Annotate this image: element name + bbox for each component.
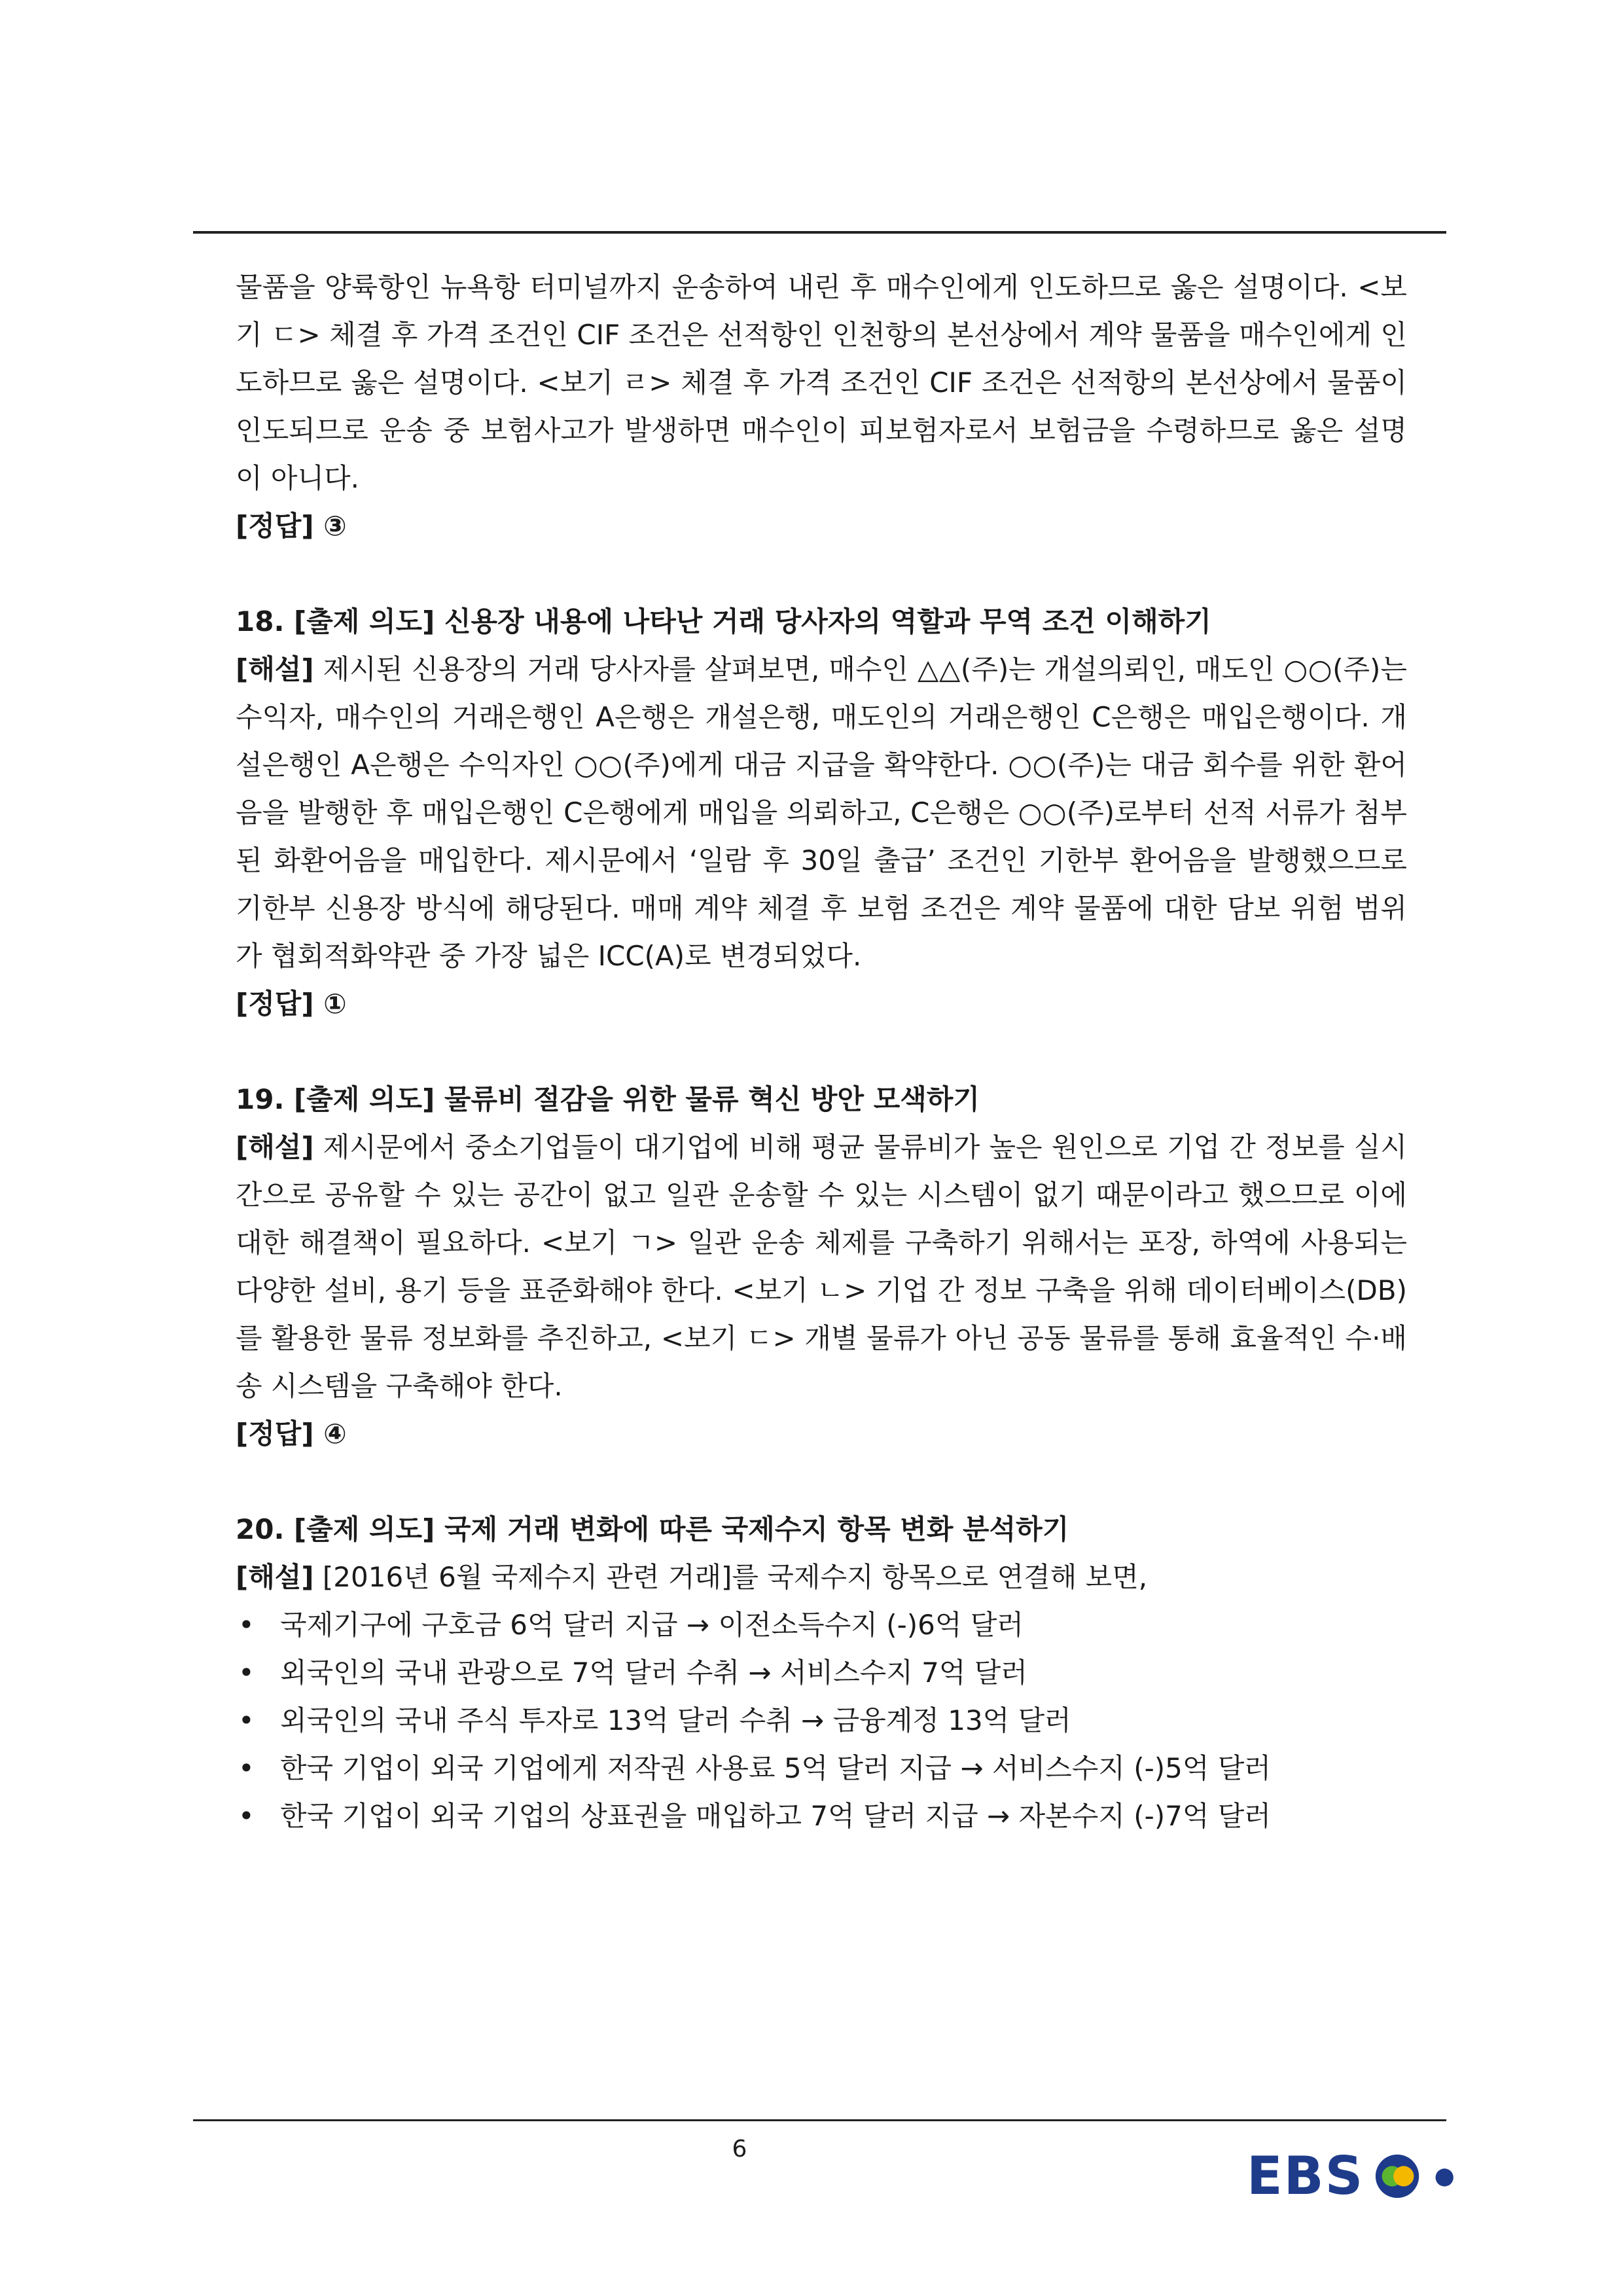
page-content [236, 263, 1407, 1840]
section-heading: 18. [출제 의도] 신용장 내용에 나타난 거래 당사자의 역할과 무역 조건 이해하기 [236, 605, 1211, 637]
logo-text: EBS [1247, 2145, 1364, 2206]
section-explanation [236, 1553, 1407, 1601]
list-item: • 외국인의 국내 관광으로 7억 달러 수취 → 서비스수지 7억 달러 [236, 1649, 1407, 1696]
section-heading: 19. [출제 의도] 물류비 절감을 위한 물류 혁신 방안 모색하기 [236, 1083, 980, 1115]
section-20 [236, 1505, 1407, 1840]
ebs-logo-mark-icon [1373, 2150, 1456, 2202]
explanation-label: [해설] [236, 1131, 314, 1163]
explanation-body: 제시된 신용장의 거래 당사자를 살펴보면, 매수인 △△(주)는 개설의뢰인, 매도인 ○○(주)는 수익자, 매수인의 거래은행인 A은행은 개설은행, 매도인의 거래은행인 C은행은 매입은행이다. 개설은행인 A은행은 수익자인 ○○(주)에게 대금 지급을 확약한다. ○○(주)는 대금 회수를 위한 환어음을 발행한 후 매입은행인 C은행에게 매입을 의뢰하고, C은행은 ○○(주)로부터 선적 서류가 첨부된 화환어음을 매입한다. 제시문에서 ‘일람 후 30일 출급’ 조건인 기한부 환어음을 발행했으므로 기한부 신용장 방식에 해당된다. 매매 계약 체결 후 보험 조건은 계약 물품에 대한 담보 위험 범위가 협회적화약관 중 가장 넓은 ICC(A)로 변경되었다. [236, 653, 1407, 972]
footer-rule [193, 2119, 1446, 2121]
page-number: 6 [732, 2136, 747, 2162]
explanation-body: [2016년 6월 국제수지 관련 거래]를 국제수지 항목으로 연결해 보면, [313, 1561, 1148, 1593]
section-19 [236, 1075, 1407, 1458]
ebs-logo [1247, 2140, 1456, 2212]
section-explanation [236, 1123, 1407, 1410]
explanation-body: 제시문에서 중소기업들이 대기업에 비해 평균 물류비가 높은 원인으로 기업 간 정보를 실시간으로 공유할 수 있는 공간이 없고 일관 운송할 수 있는 시스템이 없기 때문이라고 했으므로 이에 대한 해결책이 필요하다. <보기 ㄱ> 일관 운송 체제를 구축하기 위해서는 포장, 하역에 사용되는 다양한 설비, 용기 등을 표준화해야 한다. <보기 ㄴ> 기업 간 정보 구축을 위해 데이터베이스(DB)를 활용한 물류 정보화를 추진하고, <보기 ㄷ> 개별 물류가 아닌 공동 물류를 통해 효율적인 수·배송 시스템을 구축해야 한다. [236, 1131, 1407, 1402]
section-heading: 20. [출제 의도] 국제 거래 변화에 따른 국제수지 항목 변화 분석하기 [236, 1513, 1069, 1545]
explanation-label: [해설] [236, 653, 314, 685]
list-item: • 한국 기업이 외국 기업에게 저작권 사용료 5억 달러 지급 → 서비스수지 (-)5억 달러 [236, 1744, 1407, 1792]
intro-answer: [정답] ③ [236, 510, 347, 542]
section-18 [236, 598, 1407, 1028]
section-explanation [236, 645, 1407, 980]
list-item: • 국제기구에 구호금 6억 달러 지급 → 이전소득수지 (-)6억 달러 [236, 1601, 1407, 1649]
intro-paragraph: 물품을 양륙항인 뉴욕항 터미널까지 운송하여 내린 후 매수인에게 인도하므로 옳은 설명이다. <보기 ㄷ> 체결 후 가격 조건인 CIF 조건은 선적항인 인천항의 본선상에서 계약 물품을 매수인에게 인도하므로 옳은 설명이다. <보기 ㄹ> 체결 후 가격 조건인 CIF 조건은 선적항의 본선상에서 물품이 인도되므로 운송 중 보험사고가 발생하면 매수인이 피보험자로서 보험금을 수령하므로 옳은 설명이 아니다. [236, 271, 1407, 494]
list-item: • 한국 기업이 외국 기업의 상표권을 매입하고 7억 달러 지급 → 자본수지 (-)7억 달러 [236, 1792, 1407, 1840]
section-answer: [정답] ④ [236, 1418, 347, 1450]
header-rule [193, 231, 1446, 234]
list-item: • 외국인의 국내 주식 투자로 13억 달러 수취 → 금융계정 13억 달러 [236, 1696, 1407, 1744]
balance-of-payments-list [236, 1601, 1407, 1840]
explanation-label: [해설] [236, 1561, 314, 1593]
section-answer: [정답] ① [236, 988, 347, 1020]
